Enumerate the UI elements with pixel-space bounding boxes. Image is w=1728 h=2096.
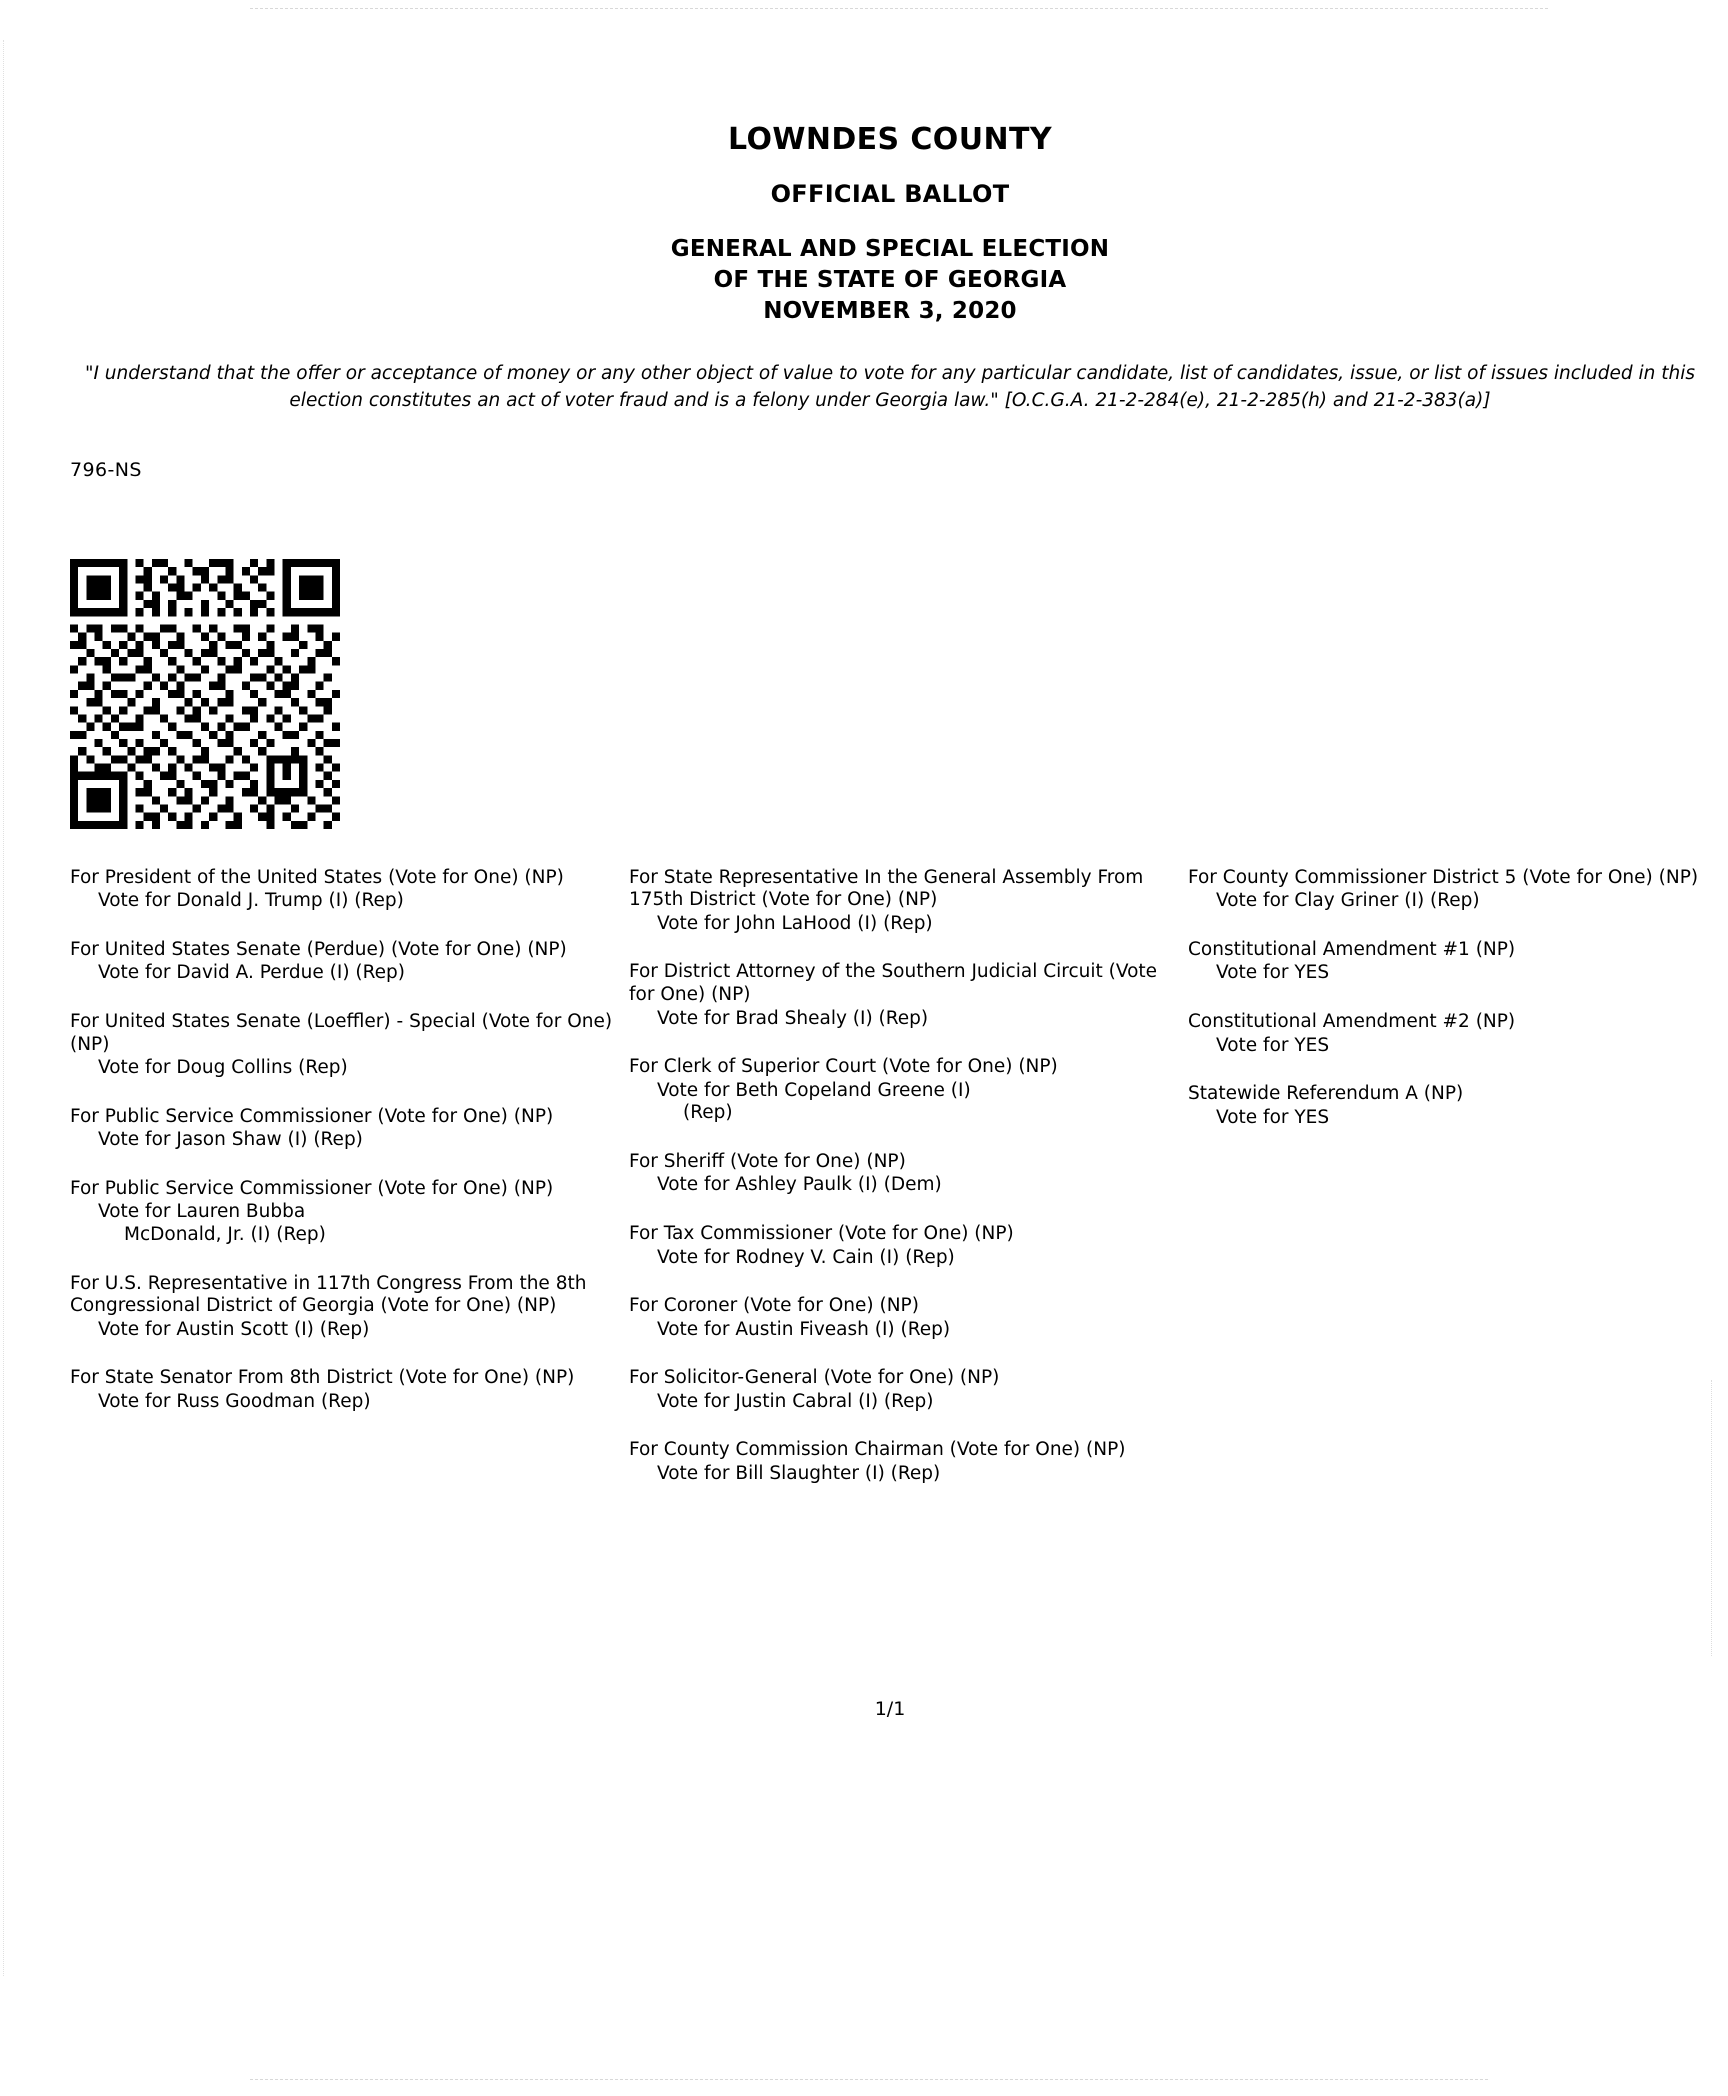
contest-clerk-of-superior-court xyxy=(629,1056,1174,1125)
qr-code-icon xyxy=(70,559,340,829)
contest-title: Statewide Referendum A (NP) xyxy=(1188,1083,1464,1105)
contest-choice: Vote for John LaHood (I) (Rep) xyxy=(657,912,933,934)
contest-coroner xyxy=(629,1295,1174,1341)
contest-choice: Vote for Doug Collins (Rep) xyxy=(98,1057,348,1079)
contest-title: For County Commission Chairman (Vote for One) (NP) xyxy=(629,1439,1126,1461)
contest-public-service-commissioner-1 xyxy=(70,1106,615,1152)
contest-tax-commissioner xyxy=(629,1223,1174,1269)
contest-county-commissioner-district-5 xyxy=(1188,867,1708,913)
contest-choice: Vote for YES xyxy=(1216,1106,1330,1128)
contest-title: Constitutional Amendment #1 (NP) xyxy=(1188,938,1516,960)
election-date: NOVEMBER 3, 2020 xyxy=(763,298,1017,325)
contest-constitutional-amendment-1 xyxy=(1188,939,1708,985)
contest-title: Constitutional Amendment #2 (NP) xyxy=(1188,1011,1516,1033)
ballot-header xyxy=(70,122,1710,327)
county-title: LOWNDES COUNTY xyxy=(728,122,1052,157)
official-ballot-title: OFFICIAL BALLOT xyxy=(770,180,1010,208)
contest-title: For United States Senate (Perdue) (Vote for One) (NP) xyxy=(70,938,567,960)
contest-state-representative-175th xyxy=(629,867,1174,936)
contest-choice-line1: Vote for Lauren Bubba xyxy=(98,1201,306,1223)
contest-title: For U.S. Representative in 117th Congress From the 8th Congressional District of Georgia (Vote for One) (NP) xyxy=(70,1272,587,1317)
contest-title: For Public Service Commissioner (Vote for One) (NP) xyxy=(70,1105,554,1127)
contest-choice: Vote for Justin Cabral (I) (Rep) xyxy=(657,1390,934,1412)
contest-choice: Vote for Austin Scott (I) (Rep) xyxy=(98,1318,370,1340)
contest-county-commission-chairman xyxy=(629,1439,1174,1485)
contest-choice: Vote for YES xyxy=(1216,962,1330,984)
contest-column-3 xyxy=(1188,867,1708,1512)
contest-public-service-commissioner-2 xyxy=(70,1178,615,1247)
contest-choice-line1: Vote for Beth Copeland Greene (I) xyxy=(657,1079,971,1101)
election-title xyxy=(70,234,1710,327)
contest-us-senate-perdue xyxy=(70,939,615,985)
contest-us-representative-8th xyxy=(70,1273,615,1342)
contest-title: For Public Service Commissioner (Vote for One) (NP) xyxy=(70,1177,554,1199)
contest-choice: Vote for Clay Griner (I) (Rep) xyxy=(1216,890,1480,912)
contest-choice xyxy=(657,1080,1174,1125)
contest-title: For State Representative In the General Assembly From 175th District (Vote for One) (NP) xyxy=(629,866,1144,911)
page-number: 1/1 xyxy=(874,1698,906,1720)
contest-choice: Vote for Jason Shaw (I) (Rep) xyxy=(98,1129,363,1151)
scan-artifact-right xyxy=(1711,1380,1712,1656)
contest-district-attorney xyxy=(629,961,1174,1030)
contest-column-1 xyxy=(70,867,629,1512)
contest-column-2 xyxy=(629,867,1188,1512)
ballot-style-id: 796-NS xyxy=(70,458,142,481)
contest-state-senator-8th xyxy=(70,1367,615,1413)
scan-artifact-left xyxy=(3,40,4,1976)
contest-title: For Sheriff (Vote for One) (NP) xyxy=(629,1150,906,1172)
contest-title: For United States Senate (Loeffler) - Special (Vote for One) (NP) xyxy=(70,1011,613,1055)
contest-title: For District Attorney of the Southern Judicial Circuit (Vote for One) (NP) xyxy=(629,961,1158,1006)
contest-us-senate-loeffler-special xyxy=(70,1011,615,1080)
contest-columns xyxy=(70,867,1710,1512)
contest-solicitor-general xyxy=(629,1367,1174,1413)
contest-choice: Vote for Rodney V. Cain (I) (Rep) xyxy=(657,1246,955,1268)
contest-choice: Vote for David A. Perdue (I) (Rep) xyxy=(98,962,406,984)
contest-choice: Vote for Austin Fiveash (I) (Rep) xyxy=(657,1318,951,1340)
contest-sheriff xyxy=(629,1151,1174,1197)
contest-choice-line2: McDonald, Jr. (I) (Rep) xyxy=(124,1223,326,1245)
contest-title: For President of the United States (Vote for One) (NP) xyxy=(70,866,564,888)
contest-title: For Solicitor-General (Vote for One) (NP) xyxy=(629,1367,1000,1389)
contest-title: For Coroner (Vote for One) (NP) xyxy=(629,1295,919,1317)
contest-choice xyxy=(98,1201,615,1246)
scan-artifact-bottom xyxy=(250,2079,1488,2080)
contest-president xyxy=(70,867,615,913)
contest-statewide-referendum-a xyxy=(1188,1083,1708,1129)
contest-choice: Vote for YES xyxy=(1216,1034,1330,1056)
ballot-content xyxy=(70,0,1710,1720)
voter-fraud-oath: "I understand that the offer or acceptance of money or any other object of value to vote for any particular candidate, list of candidates, issue, or list of issues included in this election constitutes an act of voter fraud and is a felony under Georgia law." [O.C.G.A. 21-2-284(e), 21-2-285(h) and 21-2-383(a)] xyxy=(84,363,1696,411)
contest-title: For State Senator From 8th District (Vote for One) (NP) xyxy=(70,1367,575,1389)
contest-choice: Vote for Bill Slaughter (I) (Rep) xyxy=(657,1462,941,1484)
contest-constitutional-amendment-2 xyxy=(1188,1011,1708,1057)
contest-choice-line2: (Rep) xyxy=(683,1102,733,1124)
election-title-line2: OF THE STATE OF GEORGIA xyxy=(713,267,1067,294)
contest-choice: Vote for Ashley Paulk (I) (Dem) xyxy=(657,1174,942,1196)
contest-choice: Vote for Russ Goodman (Rep) xyxy=(98,1390,371,1412)
contest-title: For Tax Commissioner (Vote for One) (NP) xyxy=(629,1222,1014,1244)
contest-choice: Vote for Brad Shealy (I) (Rep) xyxy=(657,1007,929,1029)
contest-choice: Vote for Donald J. Trump (I) (Rep) xyxy=(98,890,404,912)
contest-title: For County Commissioner District 5 (Vote for One) (NP) xyxy=(1188,866,1699,888)
election-title-line1: GENERAL AND SPECIAL ELECTION xyxy=(670,236,1110,262)
contest-title: For Clerk of Superior Court (Vote for One) (NP) xyxy=(629,1056,1058,1078)
